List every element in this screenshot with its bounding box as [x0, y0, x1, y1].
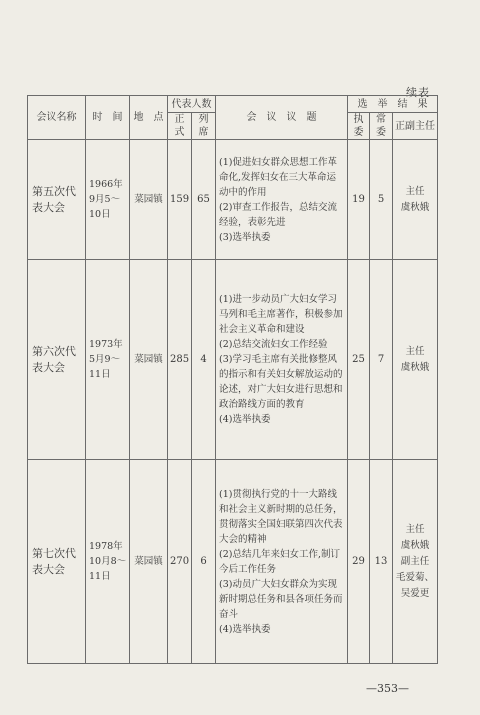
location-cell: 菜园镇: [130, 140, 168, 260]
executive-count-cell: 19: [348, 140, 370, 260]
standing-count-cell: 5: [370, 140, 393, 260]
header-formal: 正式: [168, 113, 192, 140]
executive-count-cell: 29: [348, 460, 370, 664]
header-election: 选 举 结 果: [348, 96, 438, 113]
header-executive: 执委: [348, 113, 370, 140]
vice-chair-person: 吴爱更: [400, 587, 430, 599]
agenda-item: (4)选举执委: [219, 623, 271, 635]
agenda-cell: [216, 460, 348, 664]
chair-title: 主任: [405, 523, 425, 535]
header-meeting-name: 会议名称: [28, 96, 86, 140]
table-row: [28, 260, 438, 460]
chair-person: 虞秋娥: [400, 361, 430, 373]
header-location: 地 点: [130, 96, 168, 140]
header-observer: 列席: [192, 113, 216, 140]
agenda-item: (4)选举执委: [219, 414, 271, 425]
chair-title: 主任: [405, 345, 425, 357]
vice-chair-person: 毛爱菊、: [395, 571, 434, 583]
time-cell: 1973年5月9～11日: [86, 260, 130, 460]
standing-count-cell: 13: [370, 460, 393, 664]
chair-cell: [393, 260, 438, 460]
chair-person: 虞秋娥: [400, 201, 430, 213]
chair-person: 虞秋娥: [400, 539, 430, 551]
location-cell: 菜园镇: [130, 260, 168, 460]
table-row: [28, 140, 438, 260]
vice-chair-title: 副主任: [400, 555, 430, 567]
meeting-name-cell: 第六次代表大会: [28, 260, 86, 460]
table-row: [28, 460, 438, 664]
meeting-name-cell: 第五次代表大会: [28, 140, 86, 260]
header-standing: 常委: [370, 113, 393, 140]
header-agenda: 会 议 议 题: [216, 96, 348, 140]
agenda-item: (3)选举执委: [219, 231, 271, 243]
meeting-name-cell: 第七次代表大会: [28, 460, 86, 664]
header-row-1: [28, 96, 438, 113]
observer-count-cell: 4: [192, 260, 216, 460]
chair-cell: [393, 140, 438, 260]
agenda-item: (3)动员广大妇女群众为实现新时期总任务和县各项任务而奋斗: [219, 578, 343, 620]
standing-count-cell: 7: [370, 260, 393, 460]
agenda-item: (1)贯彻执行党的十一大路线和社会主义新时期的总任务，贯彻落实全国妇联第四次代表大会的精神: [219, 488, 343, 545]
header-delegates: 代表人数: [168, 96, 216, 113]
formal-count-cell: 285: [168, 260, 192, 460]
chair-title: 主任: [405, 185, 425, 197]
header-chair: 正副主任: [393, 113, 438, 140]
agenda-item: (3)学习毛主席有关批修整风的指示和有关妇女解放运动的论述，对广大妇女进行思想和政治路线方面的教育: [219, 354, 343, 410]
location-cell: 菜园镇: [130, 460, 168, 664]
executive-count-cell: 25: [348, 260, 370, 460]
agenda-cell: [216, 140, 348, 260]
observer-count-cell: 6: [192, 460, 216, 664]
time-cell: 1978年10月8～11日: [86, 460, 130, 664]
agenda-item: (1)进一步动员广大妇女学习马列和毛主席著作，积极参加社会主义革命和建设: [219, 294, 343, 335]
agenda-cell: [216, 260, 348, 460]
agenda-item: (1)促进妇女群众思想工作革命化,发挥妇女在三大革命运动中的作用: [219, 156, 337, 198]
page-number: —353—: [366, 682, 409, 695]
time-cell: 1966年9月5～10日: [86, 140, 130, 260]
header-time: 时 间: [86, 96, 130, 140]
formal-count-cell: 270: [168, 460, 192, 664]
agenda-item: (2)审查工作报告，总结交流经验，表彰先进: [219, 201, 337, 228]
continued-label: 续表: [406, 86, 430, 99]
agenda-item: (2)总结几年来妇女工作,制订今后工作任务: [219, 548, 340, 575]
formal-count-cell: 159: [168, 140, 192, 260]
agenda-item: (2)总结交流妇女工作经验: [219, 339, 328, 350]
women-congress-table: [27, 95, 438, 664]
chair-cell: [393, 460, 438, 664]
observer-count-cell: 65: [192, 140, 216, 260]
